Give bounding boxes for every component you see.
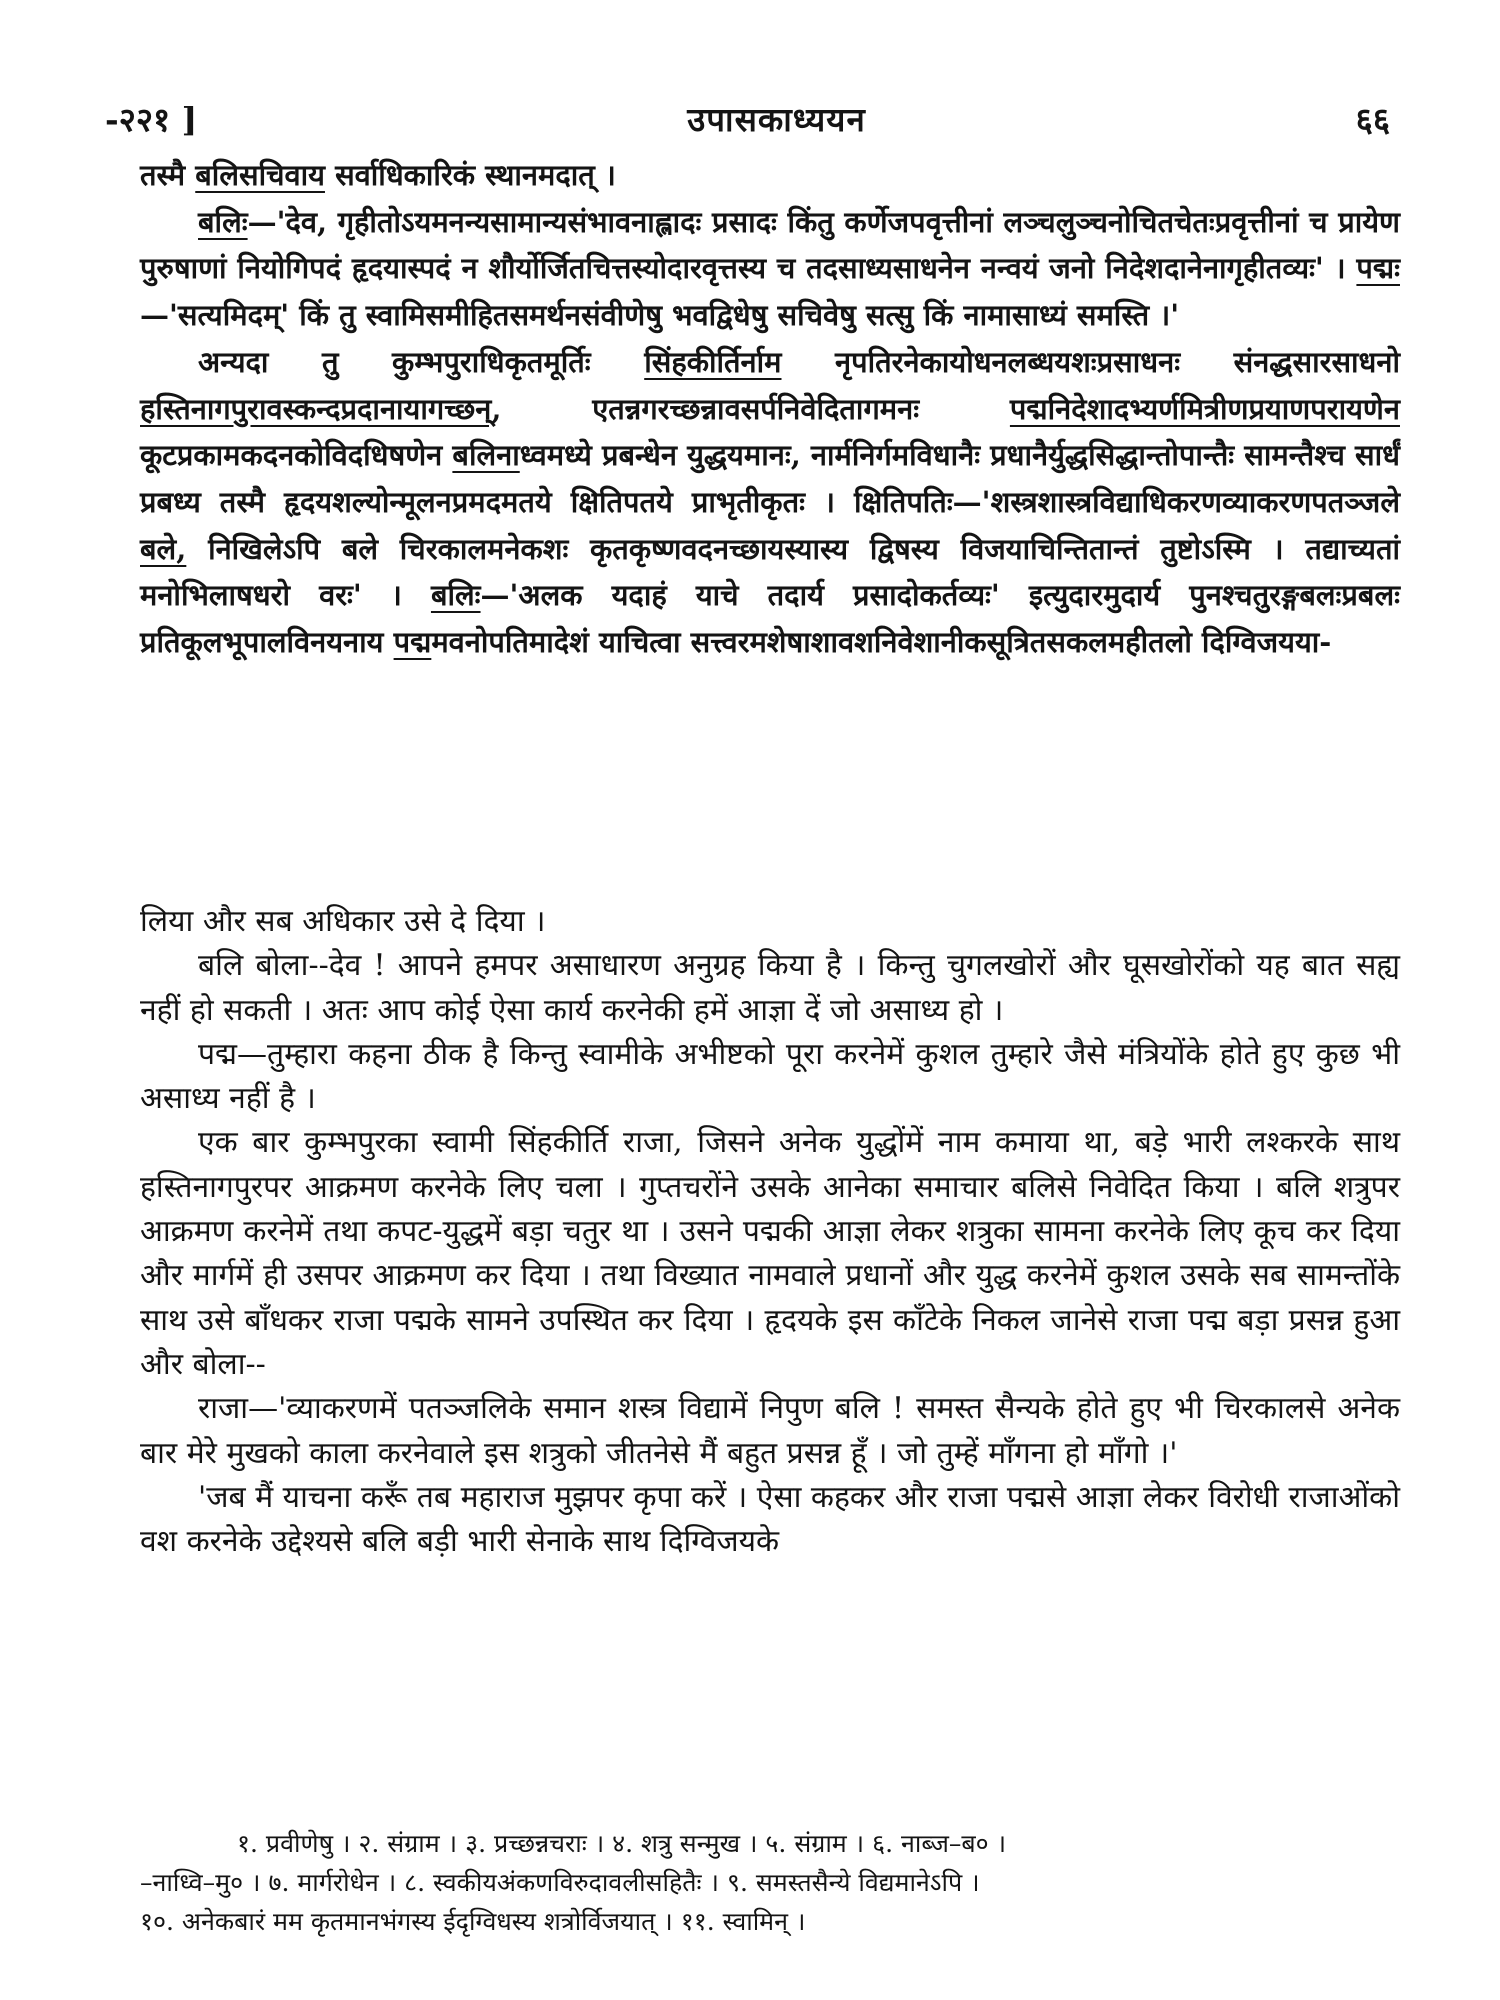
underlined-term: बले, [140, 531, 187, 566]
hindi-paragraph: 'जब मैं याचना करूँ तब महाराज मुझपर कृपा करें । ऐसा कहकर और राजा पद्मसे आज्ञा लेकर विरोधी राजाओंको वश करनेके उद्देश्यसे बलि बड़ी भारी सेनाके साथ दिग्विजयके [140, 1479, 1400, 1560]
footnote-line: १. प्रवीणेषु । २. संग्राम । ३. प्रच्छन्नचराः । ४. शत्रु सन्मुख । ५. संग्राम । ६. नाब्ज–ब० । [237, 1829, 1007, 1858]
underlined-term: हस्तिनागपुरावस्कन्दप्रदानायागच्छन् [140, 391, 492, 426]
hindi-paragraph: लिया और सब अधिकार उसे दे दिया । [140, 904, 546, 939]
section-reference: -२२१ ] [105, 99, 198, 139]
footnote-line: –नाध्वि–मु० । ७. मार्गरोधेन । ८. स्वकीयअंकणविरुदावलीसहितैः । ९. समस्तसैन्ये विद्यमानेऽपि । [140, 1868, 980, 1897]
sanskrit-paragraph-2: बलिः—'देव, गृहीतोऽयमनन्यसामान्यसंभावनाह्लादः प्रसादः किंतु कर्णेजपवृत्तीनां लञ्चलुञ्चनोचितचेतःप्रवृत्तीनां च प्रायेण पुरुषाणां नियोगिपदं हृदयास्पदं न शौर्योर्जितचित्तस्योदारवृत्तस्य च तदसाध्यसाधनेन नन्वयं जनो निदेशदानेनागृहीतव्यः' । पद्मः—'सत्यमिदम्' किं तु स्वामिसमीहितसमर्थनसंवीणेषु भवद्विधेषु सचिवेषु सत्सु किं नामासाध्यं समस्ति ।' [140, 204, 1400, 333]
hindi-paragraph: पद्म—तुम्हारा कहना ठीक है किन्तु स्वामीके अभीष्टको पूरा करनेमें कुशल तुम्हारे जैसे मंत्रियोंके होते हुए कुछ भी असाध्य नहीं है । [140, 1036, 1400, 1117]
underlined-term: बलिना [452, 438, 520, 473]
underlined-term: पद्मनिदेशादभ्यर्णमित्रीणप्रयाणपरायणेन [1009, 391, 1400, 426]
underlined-term: पद्म [393, 625, 432, 660]
speaker-bali: बलिः [430, 578, 481, 613]
underlined-term: बलिसचिवाय [195, 158, 325, 192]
hindi-paragraph: राजा—'व्याकरणमें पतञ्जलिके समान शस्त्र विद्यामें निपुण बलि ! समस्त सैन्यके होते हुए भी चिरकालसे अनेक बार मेरे मुखको काला करनेवाले इस शत्रुको जीतनेसे मैं बहुत प्रसन्न हूँ । जो तुम्हें माँगना हो माँगो ।' [140, 1391, 1400, 1471]
speaker-bali: बलिः [198, 204, 248, 239]
sanskrit-paragraph-3: अन्यदा तु कुम्भपुराधिकृतमूर्तिः सिंहकीर्तिर्नाम नृपतिरनेकायोधनलब्धयशःप्रसाधनः संनद्धसारसाधनो हस्तिनागपुरावस्कन्दप्रदानायागच्छन्, एतन्नगरच्छन्नावसर्पनिवेदितागमनः पद्मनिदेशादभ्यर्णमित्रीणप्रयाणपरायणेन कूटप्रकामकदनकोविदधिषणेन बलिनाध्वमध्ये प्रबन्धेन युद्धयमानः, नार्मनिर्गमविधानैः प्रधानैर्युद्धसिद्धान्तोपान्तैः सामन्तैश्च सार्धं प्रबध्य तस्मै हृदयशल्योन्मूलनप्रमदमतये क्षितिपतये प्राभृतीकृतः । क्षितिपतिः—'शस्त्रशास्त्रविद्याधिकरणव्याकरणपतञ्जले बले, निखिलेऽपि बले चिरकालमनेकशः कृतकृष्णवदनच्छायस्यास्य द्विषस्य विजयाचिन्तितान्तं तुष्टोऽस्मि । तद्याच्यतां मनोभिलाषधरो वरः' । बलिः—'अलक यदाहं याचे तदार्य प्रसादोकर्तव्यः' इत्युदारमुदार्य पुनश्चतुरङ्गबलःप्रबलः प्रतिकूलभूपालविनयनाय पद्ममवनोपतिमादेशं याचित्वा सत्त्वरमशेषाशावशनिवेशानीकसूत्रितसकलमहीतलो दिग्विजयया- [140, 344, 1401, 660]
hindi-translation [140, 900, 1400, 1564]
underlined-term: सिंहकीर्तिर्नाम [644, 344, 782, 379]
hindi-paragraph: एक बार कुम्भपुरका स्वामी सिंहकीर्ति राजा, जिसने अनेक युद्धोंमें नाम कमाया था, बड़े भारी लश्करके साथ हस्तिनागपुरपर आक्रमण करनेके लिए चला । गुप्तचरोंने उसके आनेका समाचार बलिसे निवेदित किया । बलि शत्रुपर आक्रमण करनेमें तथा कपट-युद्धमें बड़ा चतुर था । उसने पद्मकी आज्ञा लेकर शत्रुका सामना करनेके लिए कूच कर दिया और मार्गमें ही उसपर आक्रमण कर दिया । तथा विख्यात नामवाले प्रधानों और युद्ध करनेमें कुशल उसके सब सामन्तोंके साथ उसे बाँधकर राजा पद्मके सामने उपस्थित कर दिया । हृदयके इस काँटेके निकल जानेसे राजा पद्म बड़ा प्रसन्न हुआ और बोला-- [140, 1125, 1400, 1382]
footnotes [140, 1824, 1400, 1941]
page-number: ६६ [1355, 99, 1390, 139]
running-title: उपासकाध्ययन [687, 99, 866, 139]
speaker-padma: पद्मः [1356, 251, 1400, 286]
sanskrit-text [140, 152, 1400, 666]
footnote-line: १०. अनेकबारं मम कृतमानभंगस्य ईदृग्विधस्य शत्रोर्विजयात् । ११. स्वामिन् । [140, 1907, 806, 1936]
hindi-paragraph: बलि बोला--देव ! आपने हमपर असाधारण अनुग्रह किया है । किन्तु चुगलखोरों और घूसखोरोंको यह बात सह्य नहीं हो सकती । अतः आप कोई ऐसा कार्य करनेकी हमें आज्ञा दें जो असाध्य हो । [140, 948, 1400, 1028]
sanskrit-paragraph-1: तस्मै बलिसचिवाय सर्वाधिकारिकं स्थानमदात् । [140, 158, 616, 192]
page-header [105, 92, 1390, 144]
